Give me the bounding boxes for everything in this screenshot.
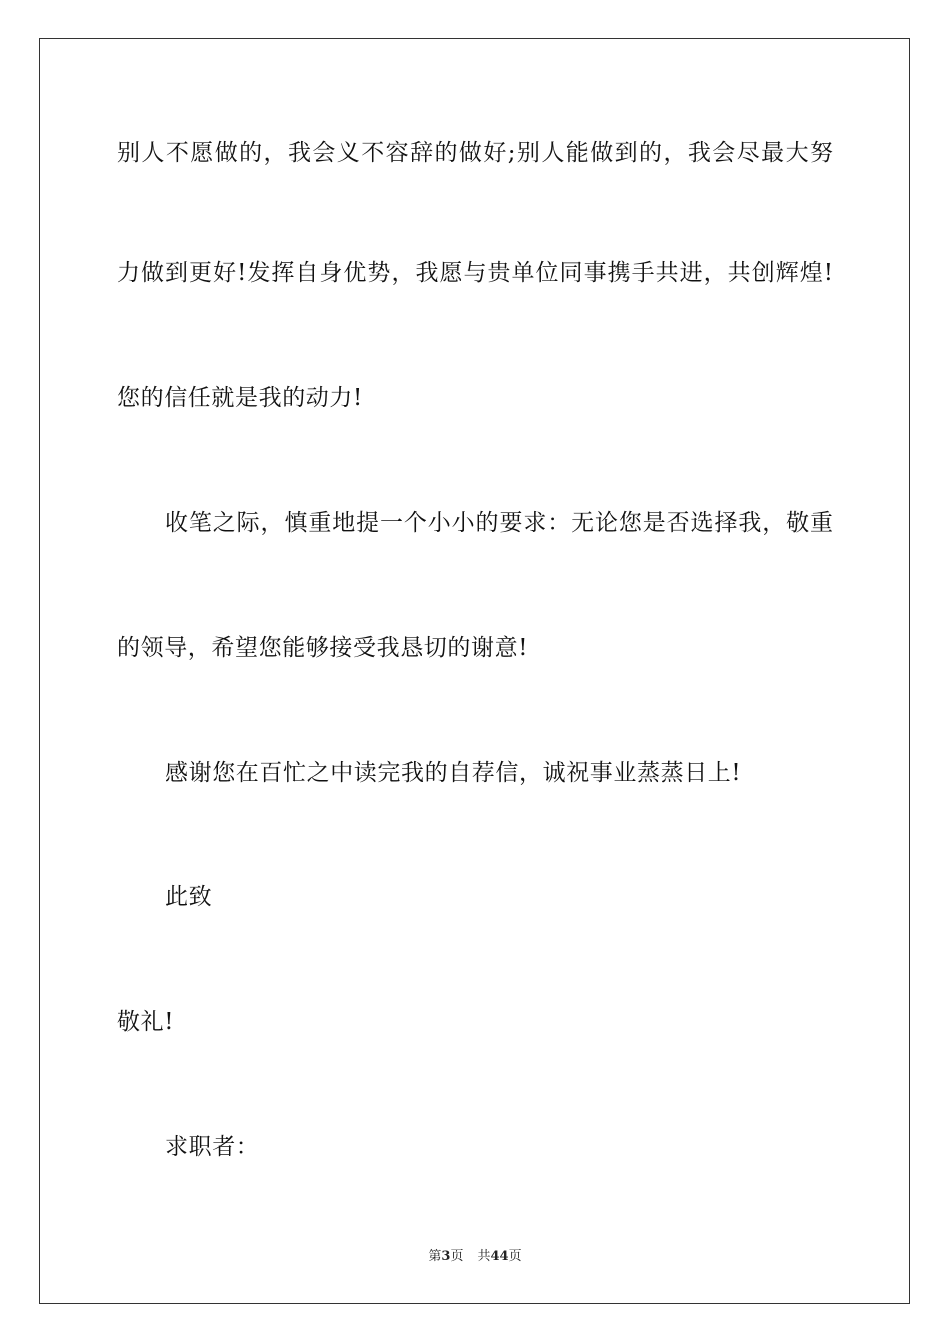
signature-label: 求职者： [165, 1134, 260, 1160]
body-line-4: 收笔之际，慎重地提一个小小的要求：无论您是否选择我，敬重 [165, 510, 833, 536]
footer-page-number: 3 [441, 1249, 451, 1264]
closing-regards: 敬礼! [117, 1009, 175, 1035]
footer-total-suffix: 页 [508, 1249, 522, 1264]
footer-page-suffix: 页 [450, 1249, 464, 1264]
body-line-6: 感谢您在百忙之中读完我的自荐信，诚祝事业蒸蒸日上! [165, 760, 742, 786]
footer-total-pages: 44 [490, 1249, 509, 1264]
body-line-3: 您的信任就是我的动力! [117, 385, 363, 411]
footer-total-prefix: 共 [477, 1249, 491, 1264]
body-line-1: 别人不愿做的，我会义不容辞的做好;别人能做到的，我会尽最大努 [117, 140, 833, 166]
closing-salutation: 此致 [165, 884, 213, 910]
body-line-2: 力做到更好!发挥自身优势，我愿与贵单位同事携手共进，共创辉煌! [117, 260, 833, 286]
footer-page-prefix: 第 [428, 1249, 442, 1264]
body-line-5: 的领导，希望您能够接受我恳切的谢意! [117, 635, 529, 661]
page-footer [0, 1249, 950, 1265]
page-border [39, 38, 910, 1304]
